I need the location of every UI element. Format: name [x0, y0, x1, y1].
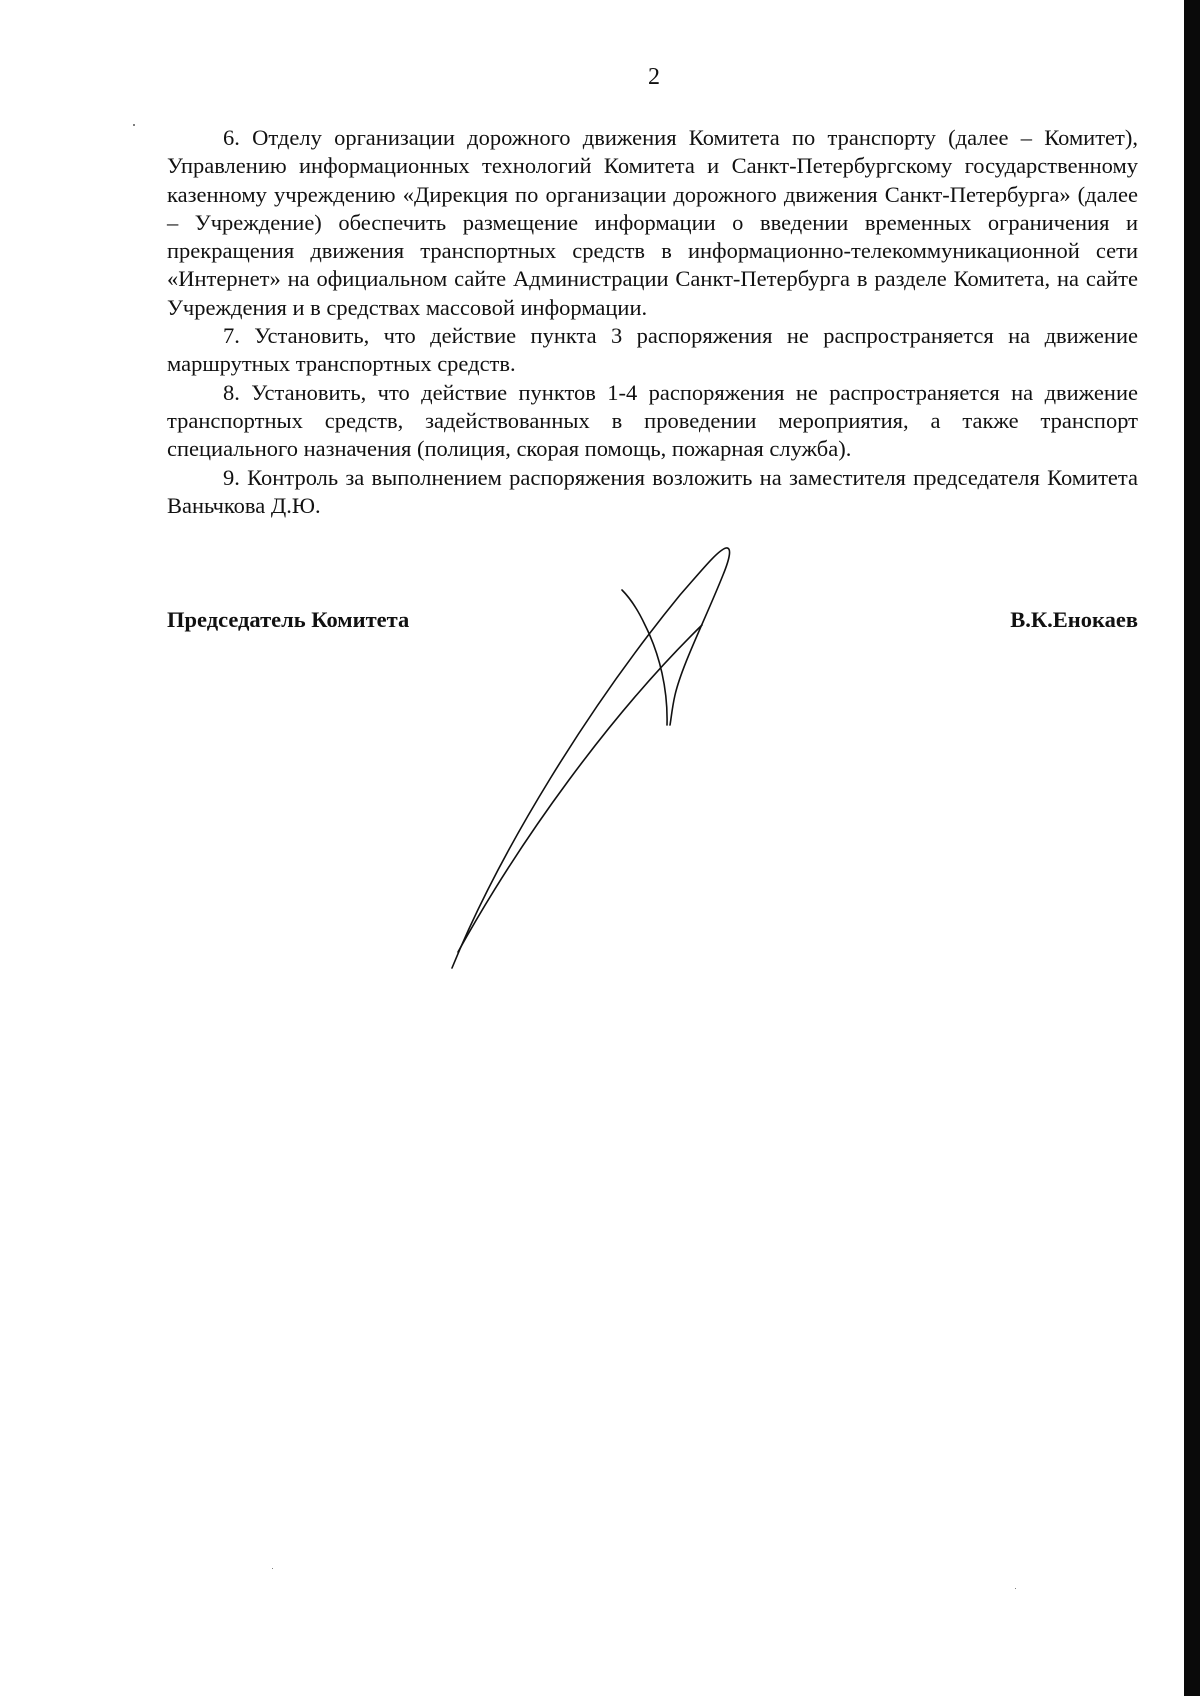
page-number: 2 — [648, 64, 660, 90]
paragraph-9: 9. Контроль за выполнением распоряжения возложить на заместителя председателя Комитета Ваньчкова Д.Ю. — [167, 464, 1138, 518]
document-body — [167, 124, 1138, 520]
signer-name: В.К.Енокаев — [1010, 607, 1138, 632]
paragraph-7: 7. Установить, что действие пункта 3 распоряжения не распространяется на движение маршрутных транспортных средств. — [167, 323, 1138, 377]
scan-speck — [133, 124, 135, 126]
scan-speck — [272, 1568, 273, 1569]
handwritten-signature — [440, 540, 790, 980]
scan-edge-shadow — [1184, 0, 1200, 1696]
signer-title: Председатель Комитета — [167, 607, 410, 632]
paragraph-6: 6. Отделу организации дорожного движения Комитета по транспорту (далее – Комитет), Управлению информационных технологий Комитета и Санкт-Петербургскому государственному казенному учреждению «Дирекция по организации дорожного движения Санкт-Петербурга» (далее – Учреждение) обеспечить размещение информации о введении временных ограничения и прекращения движения транспортных средств в информационно-телекоммуникационной сети «Интернет» на официальном сайте Администрации Санкт-Петербурга в разделе Комитета, на сайте Учреждения и в средствах массовой информации. — [167, 125, 1138, 320]
scan-speck — [1015, 1588, 1016, 1589]
paragraph-8: 8. Установить, что действие пунктов 1-4 распоряжения не распространяется на движение транспортных средств, задействованных в проведении мероприятия, а также транспорт специального назначения (полиция, скорая помощь, пожарная служба). — [167, 379, 1138, 462]
